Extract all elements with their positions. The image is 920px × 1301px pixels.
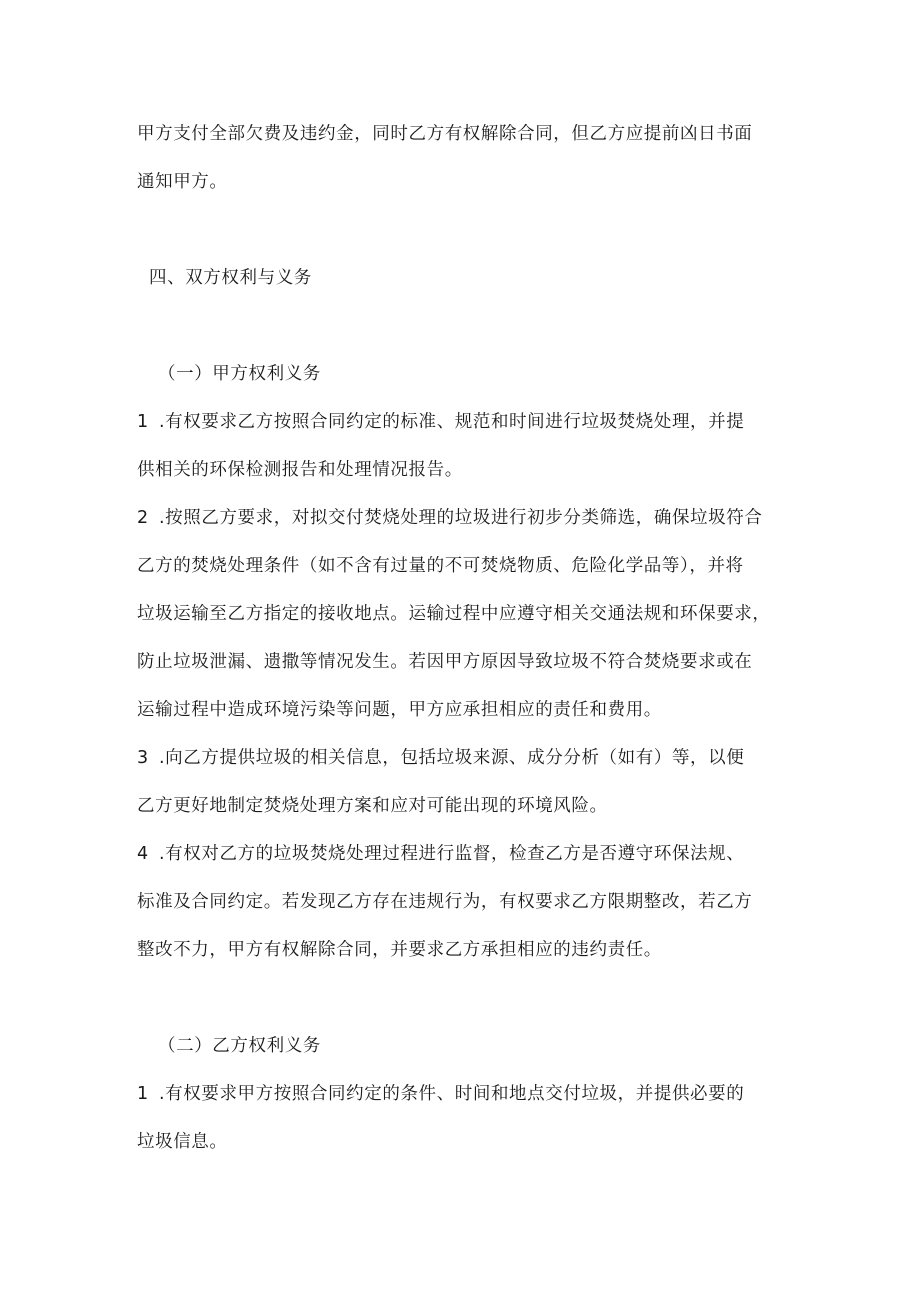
text-line: 标准及合同约定。若发现乙方存在违规行为，有权要求乙方限期整改，若乙方 (137, 892, 753, 912)
item-number: 1 (137, 412, 149, 432)
subsection-heading: （二）乙方权利义务 (158, 1036, 321, 1056)
item-number: 4 (137, 844, 149, 864)
subsection-heading: （一）甲方权利义务 (158, 364, 321, 384)
item-text: .按照乙方要求，对拟交付焚烧处理的垃圾进行初步分类筛选，确保垃圾符合 (159, 508, 763, 528)
text-line: 供相关的环保检测报告和处理情况报告。 (137, 460, 463, 480)
item-number: 3 (137, 748, 149, 768)
list-item-line (137, 1082, 797, 1106)
item-text: .有权对乙方的垃圾焚烧处理过程进行监督，检查乙方是否遵守环保法规、 (159, 844, 745, 864)
text-line: 防止垃圾泄漏、遗撒等情况发生。若因甲方原因导致垃圾不符合焚烧要求或在 (137, 652, 753, 672)
text-line: 运输过程中造成环境污染等问题，甲方应承担相应的责任和费用。 (137, 700, 662, 720)
list-item-line (137, 506, 797, 530)
list-item-line (137, 410, 797, 434)
text-line: 乙方的焚烧处理条件（如不含有过量的不可焚烧物质、危险化学品等），并将 (137, 556, 744, 576)
text-line: 乙方更好地制定焚烧处理方案和应对可能出现的环境风险。 (137, 796, 608, 816)
item-number: 1 (137, 1084, 149, 1104)
item-number: 2 (137, 508, 149, 528)
text-line: 整改不力，甲方有权解除合同，并要求乙方承担相应的违约责任。 (137, 940, 662, 960)
item-text: .有权要求甲方按照合同约定的条件、时间和地点交付垃圾，并提供必要的 (159, 1084, 745, 1104)
list-item-line (137, 842, 797, 866)
item-text: .向乙方提供垃圾的相关信息，包括垃圾来源、成分分析（如有）等，以便 (159, 748, 745, 768)
text-line: 甲方支付全部欠费及违约金，同时乙方有权解除合同，但乙方应提前凶日书面 (137, 124, 753, 144)
list-item-line (137, 746, 797, 770)
text-line: 通知甲方。 (137, 172, 228, 192)
section-heading: 四、双方权利与义务 (149, 268, 312, 288)
item-text: .有权要求乙方按照合同约定的标准、规范和时间进行垃圾焚烧处理，并提 (159, 412, 745, 432)
text-line: 垃圾信息。 (137, 1132, 228, 1152)
text-line: 垃圾运输至乙方指定的接收地点。运输过程中应遵守相关交通法规和环保要求， (137, 604, 771, 624)
